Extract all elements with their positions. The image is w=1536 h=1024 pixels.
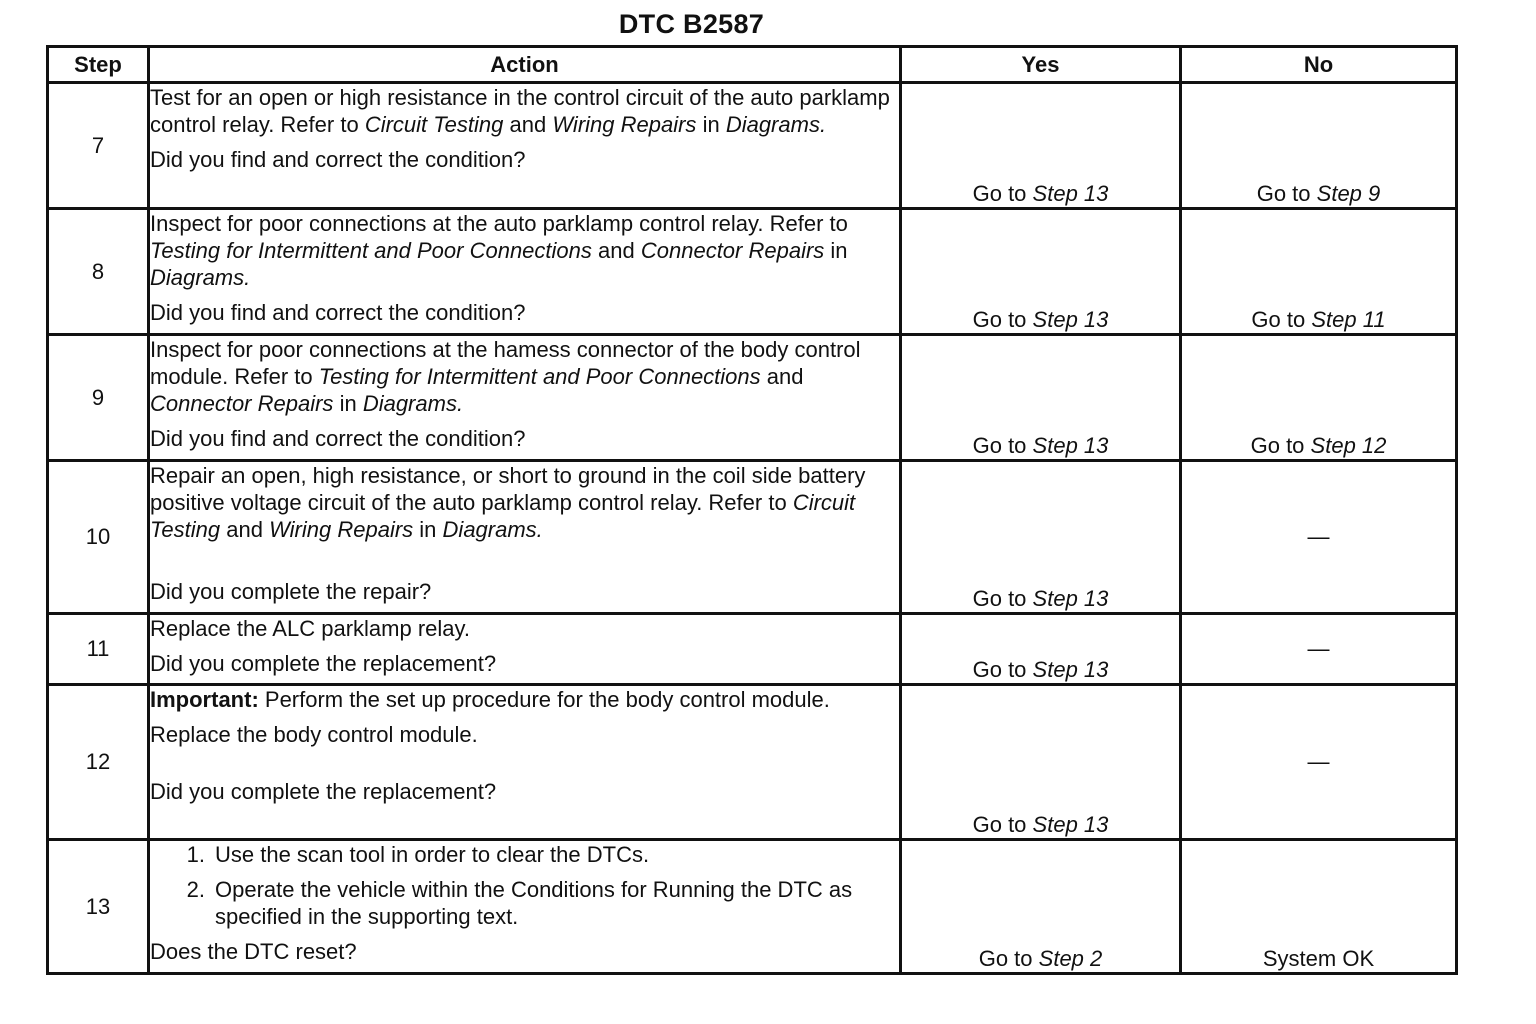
- step-number: 9: [48, 335, 149, 461]
- step-number: 10: [48, 461, 149, 614]
- action-list: [150, 841, 899, 930]
- action-question: Did you complete the repair?: [150, 579, 432, 604]
- action-question: Does the DTC reset?: [150, 939, 357, 964]
- yes-cell: Go to Step 2: [901, 840, 1181, 974]
- action-cell: [149, 83, 901, 209]
- yes-cell: Go to Step 13: [901, 83, 1181, 209]
- action-text: Repair an open, high resistance, or short to ground in the coil side battery positive voltage circuit of the auto parklamp control relay. Refer to Circuit Testing and Wiring Repairs in Diagrams.: [150, 463, 866, 542]
- diagnostic-table: [46, 45, 1458, 975]
- yes-cell: Go to Step 13: [901, 461, 1181, 614]
- header-yes: Yes: [901, 47, 1181, 83]
- action-question: Did you complete the replacement?: [150, 779, 497, 804]
- yes-cell: Go to Step 13: [901, 614, 1181, 685]
- table-row: [48, 335, 1457, 461]
- step-number: 11: [48, 614, 149, 685]
- action-question: Did you find and correct the condition?: [150, 426, 526, 451]
- no-cell: —: [1181, 614, 1457, 685]
- yes-cell: Go to Step 13: [901, 685, 1181, 840]
- action-question: Did you find and correct the condition?: [150, 147, 526, 172]
- action-text: Inspect for poor connections at the hamess connector of the body control module. Refer to Testing for Intermittent and Poor Connections and Connector Repairs in Diagrams.: [150, 337, 861, 416]
- yes-cell: Go to Step 13: [901, 335, 1181, 461]
- header-row: [48, 47, 1457, 83]
- header-action: Action: [149, 47, 901, 83]
- table-row: [48, 209, 1457, 335]
- no-cell: Go to Step 12: [1181, 335, 1457, 461]
- no-cell: Go to Step 11: [1181, 209, 1457, 335]
- step-number: 8: [48, 209, 149, 335]
- action-text: Test for an open or high resistance in the control circuit of the auto parklamp control relay. Refer to Circuit Testing and Wiring Repairs in Diagrams.: [150, 85, 890, 137]
- step-number: 12: [48, 685, 149, 840]
- action-question: Did you complete the replacement?: [150, 651, 497, 676]
- header-no: No: [1181, 47, 1457, 83]
- action-text: Replace the body control module.: [150, 722, 478, 747]
- no-cell: —: [1181, 461, 1457, 614]
- action-question: Did you find and correct the condition?: [150, 300, 526, 325]
- yes-cell: Go to Step 13: [901, 209, 1181, 335]
- important-note: Important: Perform the set up procedure for the body control module.: [150, 687, 830, 712]
- action-text: Inspect for poor connections at the auto parklamp control relay. Refer to Testing for Intermittent and Poor Connections and Connector Repairs in Diagrams.: [150, 211, 848, 290]
- action-cell: [149, 840, 901, 974]
- action-cell: [149, 461, 901, 614]
- list-item: 1. Use the scan tool in order to clear the DTCs.: [186, 842, 650, 867]
- no-cell: System OK: [1181, 840, 1457, 974]
- action-cell: [149, 335, 901, 461]
- no-cell: —: [1181, 685, 1457, 840]
- table-row: [48, 83, 1457, 209]
- action-text: Replace the ALC parklamp relay.: [150, 616, 470, 641]
- list-item: 2. Operate the vehicle within the Conditions for Running the DTC as specified in the supporting text.: [186, 877, 853, 929]
- no-cell: Go to Step 9: [1181, 83, 1457, 209]
- table-row: [48, 685, 1457, 840]
- step-number: 7: [48, 83, 149, 209]
- step-number: 13: [48, 840, 149, 974]
- table-row: [48, 614, 1457, 685]
- action-cell: [149, 685, 901, 840]
- table-row: [48, 840, 1457, 974]
- action-cell: [149, 209, 901, 335]
- action-cell: [149, 614, 901, 685]
- important-label: Important:: [150, 687, 259, 712]
- header-step: Step: [48, 47, 149, 83]
- page-title: DTC B2587: [618, 9, 765, 39]
- table-row: [48, 461, 1457, 614]
